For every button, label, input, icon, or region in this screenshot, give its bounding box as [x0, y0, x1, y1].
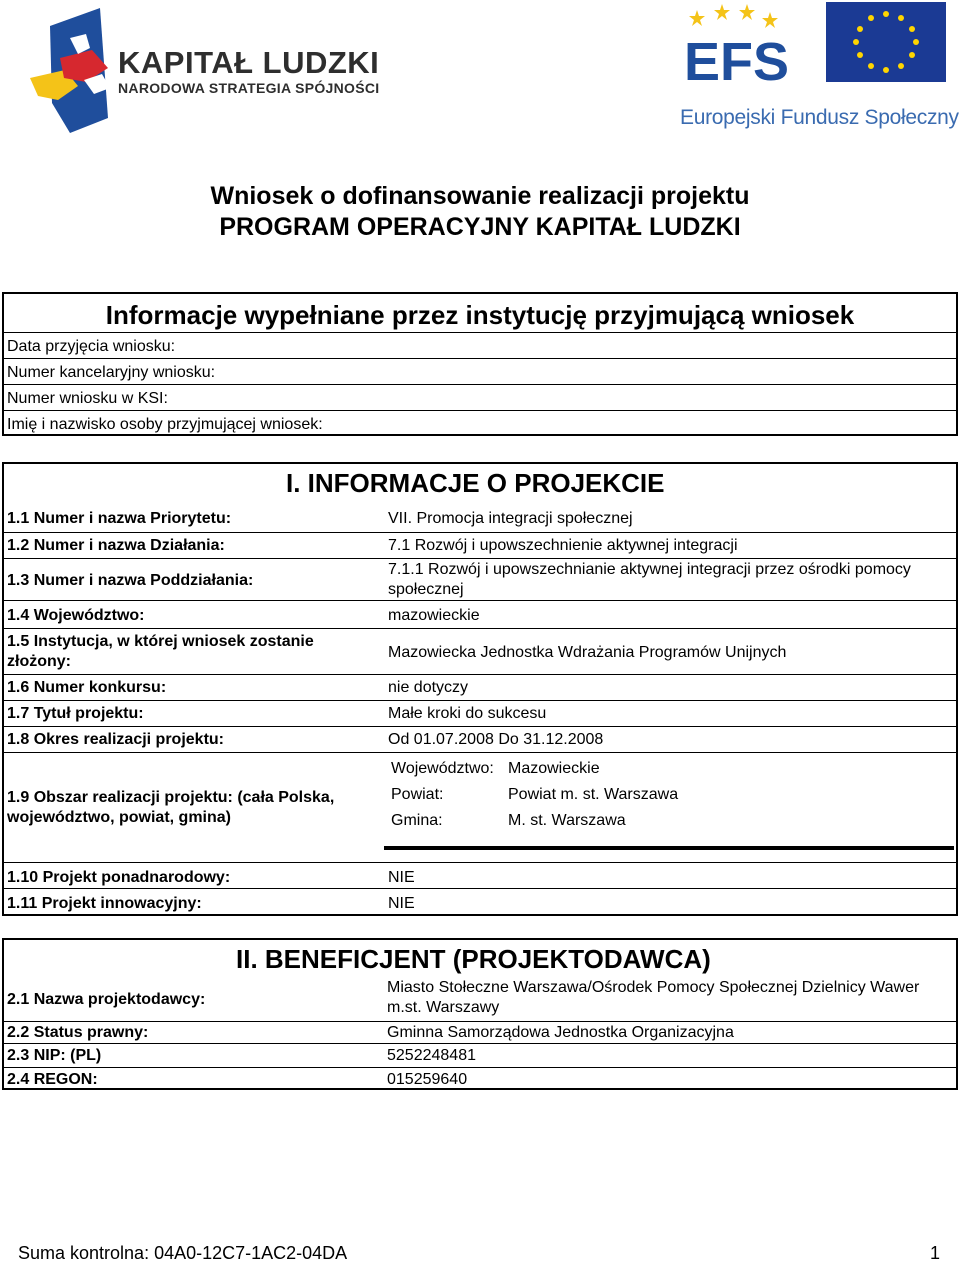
legal-status-label: 2.2 Status prawny:	[7, 1024, 149, 1041]
checksum: Suma kontrolna: 04A0-12C7-1AC2-04DA	[18, 1243, 348, 1263]
intake-row-received-date: Data przyjęcia wniosku:	[7, 338, 176, 355]
intake-heading: Informacje wypełniane przez instytucję przyjmującą wniosek	[105, 300, 855, 330]
period-label: 1.8 Okres realizacji projektu:	[7, 731, 224, 748]
beneficiary-heading: II. BENEFICJENT (PROJEKTODAWCA)	[236, 944, 711, 974]
area-voivodeship-value: Mazowieckie	[508, 760, 600, 777]
intake-row-office-number: Numer kancelaryjny wniosku:	[7, 364, 216, 381]
area-voivodeship-label: Województwo:	[391, 760, 494, 777]
area-commune-value: M. st. Warszawa	[508, 812, 626, 829]
action-value: 7.1 Rozwój i upowszechnienie aktywnej integracji	[388, 537, 738, 554]
regon-value: 015259640	[387, 1071, 468, 1088]
contest-number-value: nie dotyczy	[388, 679, 469, 696]
kapital-ludzki-emblem-icon	[30, 8, 120, 133]
transnational-label: 1.10 Projekt ponadnarodowy:	[7, 869, 231, 886]
institution-value: Mazowiecka Jednostka Wdrażania Programów Unijnych	[388, 644, 787, 661]
kapital-ludzki-title: KAPITAŁ LUDZKI	[118, 45, 380, 80]
project-heading: I. INFORMACJE O PROJEKCIE	[286, 468, 665, 498]
area-label: 1.9 Obszar realizacji projektu: (cała Polska, województwo, powiat, gmina)	[7, 789, 335, 826]
contest-number-label: 1.6 Numer konkursu:	[7, 679, 167, 696]
institution-label: 1.5 Instytucja, w której wniosek zostanie złożony:	[7, 633, 314, 670]
area-county-label: Powiat:	[391, 786, 444, 803]
transnational-value: NIE	[388, 869, 415, 886]
period-value: Od 01.07.2008 Do 31.12.2008	[388, 731, 604, 748]
efs-stars-and-flag-icon	[670, 0, 955, 105]
priority-value: VII. Promocja integracji społecznej	[388, 510, 633, 527]
efs-caption: Europejski Fundusz Społeczny	[680, 106, 959, 129]
project-title-label: 1.7 Tytuł projektu:	[7, 705, 144, 722]
legal-status-value: Gminna Samorządowa Jednostka Organizacyjna	[387, 1024, 734, 1041]
kapital-ludzki-subtitle: NARODOWA STRATEGIA SPÓJNOŚCI	[118, 80, 380, 96]
beneficiary-section	[2, 938, 958, 1090]
area-county-value: Powiat m. st. Warszawa	[508, 786, 679, 803]
svg-text:EFS: EFS	[684, 32, 790, 92]
voivodeship-label: 1.4 Województwo:	[7, 607, 145, 624]
area-commune-label: Gmina:	[391, 812, 443, 829]
project-title-value: Małe kroki do sukcesu	[388, 705, 547, 722]
priority-label: 1.1 Numer i nazwa Priorytetu:	[7, 510, 232, 527]
intake-row-ksi-number: Numer wniosku w KSI:	[7, 390, 168, 407]
project-section	[2, 462, 958, 916]
applicant-name-label: 2.1 Nazwa projektodawcy:	[7, 991, 206, 1008]
nip-label: 2.3 NIP: (PL)	[7, 1047, 102, 1064]
subaction-label: 1.3 Numer i nazwa Poddziałania:	[7, 572, 254, 589]
innovative-value: NIE	[388, 895, 415, 912]
regon-label: 2.4 REGON:	[7, 1071, 98, 1088]
intake-section	[2, 292, 958, 436]
action-label: 1.2 Numer i nazwa Działania:	[7, 537, 225, 554]
intake-row-receiver-name: Imię i nazwisko osoby przyjmującej wniosek:	[7, 416, 323, 433]
document-title-line2: PROGRAM OPERACYJNY KAPITAŁ LUDZKI	[219, 213, 741, 241]
document-title-line1: Wniosek o dofinansowanie realizacji projektu	[210, 182, 750, 210]
page-number: 1	[930, 1243, 941, 1263]
voivodeship-value: mazowieckie	[388, 607, 480, 624]
nip-value: 5252248481	[387, 1047, 476, 1064]
innovative-label: 1.11 Projekt innowacyjny:	[7, 895, 202, 912]
subaction-value: 7.1.1 Rozwój i upowszechnianie aktywnej integracji przez ośrodki pomocy społecznej	[388, 561, 911, 598]
applicant-name-value: Miasto Stołeczne Warszawa/Ośrodek Pomocy Społecznej Dzielnicy Wawer m.st. Warszawy	[387, 979, 920, 1016]
